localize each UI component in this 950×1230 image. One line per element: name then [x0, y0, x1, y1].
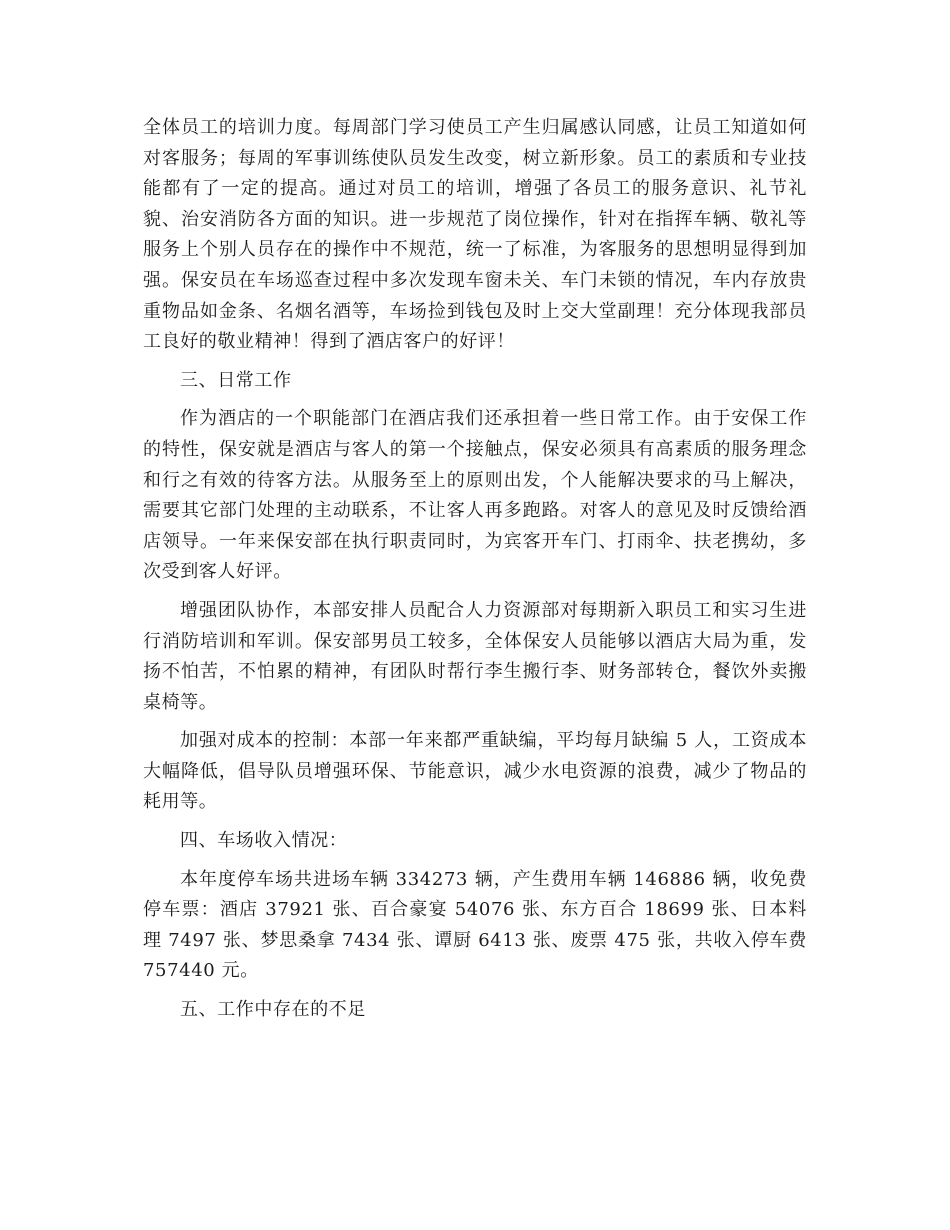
- paragraph-parking-income: 本年度停车场共进场车辆 334273 辆，产生费用车辆 146886 辆，收免费停车票：酒店 37921 张、百合豪宴 54076 张、东方百合 18699 张、日本料理 7497 张、梦思桑拿 7434 张、谭厨 6413 张、废票 475 张，共收入停车费 757440 元。: [143, 868, 807, 982]
- paragraph-training-continued: 全体员工的培训力度。每周部门学习使员工产生归属感认同感，让员工知道如何对客服务；每周的军事训练使队员发生改变，树立新形象。员工的素质和专业技能都有了一定的提高。通过对员工的培训，增强了各员工的服务意识、礼节礼貌、治安消防各方面的知识。进一步规范了岗位操作，针对在指挥车辆、敬礼等服务上个别人员存在的操作中不规范，统一了标准，为客服务的思想明显得到加强。保安员在车场巡查过程中多次发现车窗未关、车门未锁的情况，车内存放贵重物品如金条、名烟名酒等，车场捡到钱包及时上交大堂副理！充分体现我部员工良好的敬业精神！得到了酒店客户的好评！: [143, 117, 807, 353]
- document-body: [143, 113, 807, 1034]
- section-heading-shortcomings: 五、工作中存在的不足: [180, 999, 366, 1021]
- paragraph-teamwork: 增强团队协作，本部安排人员配合人力资源部对每期新入职员工和实习生进行消防培训和军训。保安部男员工较多，全体保安人员能够以酒店大局为重，发扬不怕苦，不怕累的精神，有团队时帮行李生搬行李、财务部转仓，餐饮外卖搬桌椅等。: [143, 599, 807, 713]
- paragraph-daily-work: 作为酒店的一个职能部门在酒店我们还承担着一些日常工作。由于安保工作的特性，保安就是酒店与客人的第一个接触点，保安必须具有高素质的服务理念和行之有效的待客方法。从服务至上的原则出发，个人能解决要求的马上解决，需要其它部门处理的主动联系，不让客人再多跑路。对客人的意见及时反馈给酒店领导。一年来保安部在执行职责同时，为宾客开车门、打雨伞、扶老携幼，多次受到客人好评。: [143, 408, 807, 583]
- section-heading-daily-work: 三、日常工作: [180, 369, 292, 391]
- paragraph-cost-control: 加强对成本的控制：本部一年来都严重缺编，平均每月缺编 5 人，工资成本大幅降低，倡导队员增强环保、节能意识，减少水电资源的浪费，减少了物品的耗用等。: [143, 730, 807, 813]
- section-heading-parking-income: 四、车场收入情况：: [180, 830, 348, 852]
